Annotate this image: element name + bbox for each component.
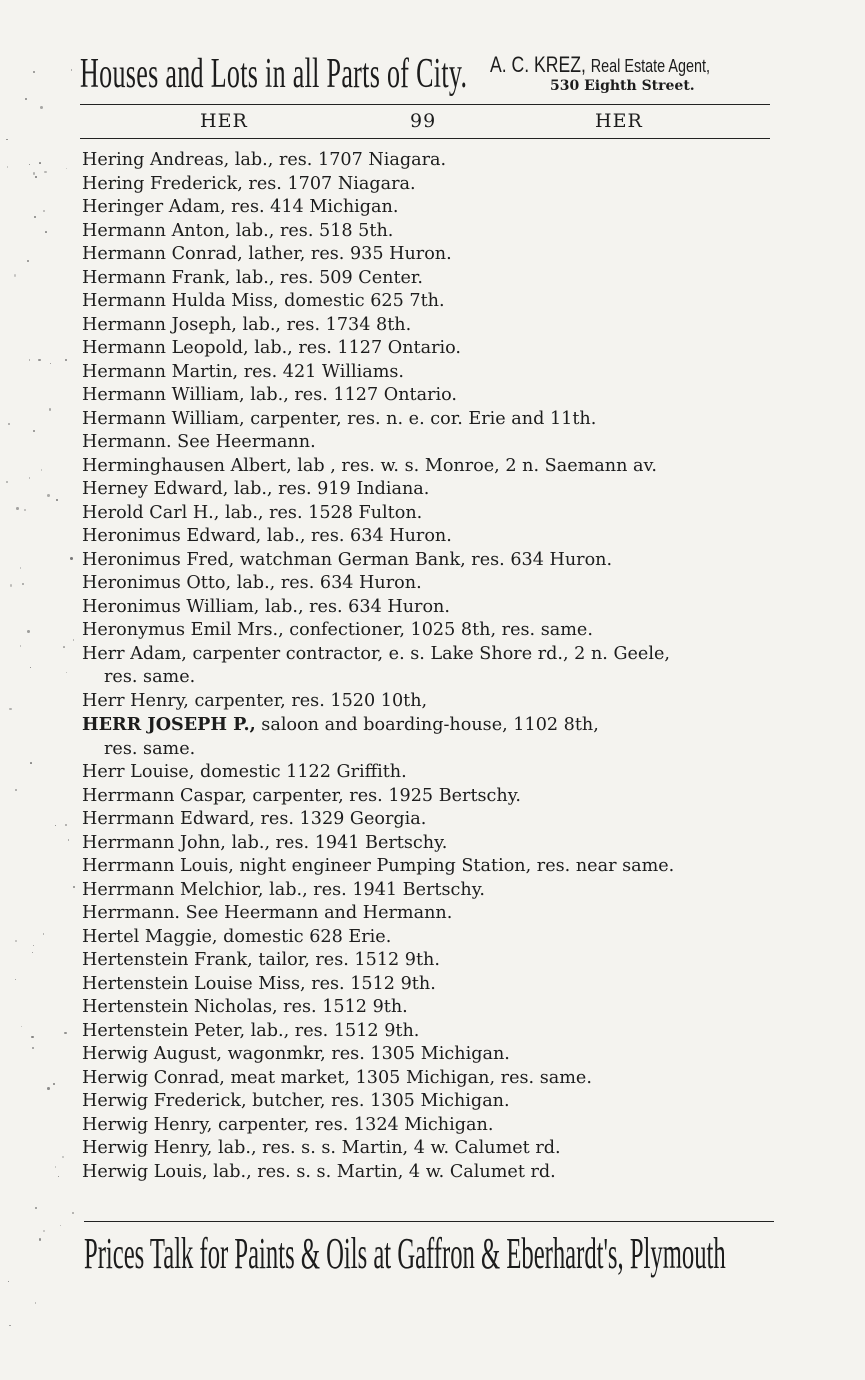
agent-address: 530 Eighth Street.	[550, 78, 695, 94]
entry-text: Hertenstein Peter, lab., res. 1512 9th.	[82, 1020, 420, 1041]
speck	[9, 708, 11, 710]
speck	[73, 886, 75, 888]
speck	[8, 423, 10, 425]
entry-text: Herwig August, wagonmkr, res. 1305 Michigan.	[82, 1044, 510, 1064]
entry-text: Heringer Adam, res. 414 Michigan.	[82, 197, 399, 217]
speck	[70, 557, 73, 560]
speck	[50, 363, 51, 364]
directory-entry	[82, 1020, 782, 1044]
speck	[55, 825, 56, 826]
entry-text: Hermann Martin, res. 421 Williams.	[82, 361, 405, 382]
speck	[64, 1032, 67, 1035]
entry-text: saloon and boarding-house, 1102 8th,	[255, 715, 599, 735]
bleed-through-text	[65, 0, 825, 47]
directory-entry	[82, 713, 782, 738]
speck	[53, 1083, 55, 1085]
directory-entry	[82, 149, 782, 173]
speck	[47, 1087, 50, 1090]
speck	[16, 507, 19, 510]
directory-entry	[82, 1114, 782, 1138]
directory-entry	[82, 619, 782, 643]
speck	[62, 1156, 64, 1158]
speck	[22, 583, 24, 585]
entry-text: Herrmann Edward, res. 1329 Georgia.	[82, 809, 427, 829]
speck	[32, 1047, 34, 1049]
speck	[43, 210, 45, 212]
directory-entry	[82, 361, 782, 385]
speck	[35, 1302, 36, 1303]
speck	[31, 1036, 33, 1038]
entry-text: Hermann. See Heermann.	[82, 432, 316, 452]
speck	[66, 672, 67, 673]
entry-text: Hermann William, carpenter, res. n. e. cor. Erie and 11th.	[82, 408, 597, 429]
entry-text: Hertel Maggie, domestic 628 Erie.	[82, 926, 392, 947]
entry-text: Hertenstein Nicholas, res. 1512 9th.	[82, 997, 408, 1017]
speck	[44, 171, 47, 174]
entry-text: Heronimus Edward, lab., res. 634 Huron.	[82, 526, 452, 546]
entry-continuation	[82, 738, 782, 762]
speck	[71, 69, 73, 71]
speck	[10, 584, 12, 586]
directory-entry	[82, 549, 782, 573]
entry-text: Herrmann Caspar, carpenter, res. 1925 Bertschy.	[82, 785, 521, 806]
entry-text: Herminghausen Albert, lab , res. w. s. Monroe, 2 n. Saemann av.	[82, 455, 657, 476]
speck	[29, 477, 31, 479]
speck	[30, 762, 32, 764]
agent-name: A. C. KREZ,	[490, 52, 586, 77]
directory-entry	[82, 525, 782, 549]
speck	[6, 481, 8, 483]
entry-text: Hertenstein Frank, tailor, res. 1512 9th.	[82, 950, 440, 970]
entry-text: Hering Frederick, res. 1707 Niagara.	[82, 173, 416, 194]
header-rule-bottom	[80, 138, 770, 139]
speck	[14, 274, 17, 277]
speck	[43, 1230, 45, 1232]
directory-entry	[82, 879, 782, 903]
running-head	[80, 110, 770, 140]
header-ad-agent	[490, 52, 710, 78]
footer-advertisement: Prices Talk for Paints & Oils at Gaffron & Eberhardt's, Plymouth	[84, 1229, 726, 1278]
speck	[73, 639, 74, 640]
entry-text: Herwig Conrad, meat market, 1305 Michigan, res. same.	[82, 1067, 592, 1088]
entry-text: Hermann Anton, lab., res. 518 5th.	[82, 220, 394, 241]
entry-text: Herwig Frederick, butcher, res. 1305 Michigan.	[82, 1091, 510, 1111]
speck	[32, 952, 33, 953]
speck	[41, 469, 42, 470]
entry-text: Herold Carl H., lab., res. 1528 Fulton.	[82, 502, 423, 523]
speck	[27, 630, 30, 633]
directory-entry	[82, 1161, 782, 1185]
speck	[15, 789, 17, 791]
directory-entry	[82, 973, 782, 997]
entry-text: Herwig Louis, lab., res. s. s. Martin, 4 w. Calumet rd.	[82, 1161, 556, 1182]
speck	[55, 1166, 56, 1167]
running-head-left: HER	[200, 110, 248, 132]
speck	[33, 71, 35, 73]
entry-text: Heronimus William, lab., res. 634 Huron.	[82, 596, 450, 617]
speck	[6, 139, 8, 141]
entry-text: Hermann Leopold, lab., res. 1127 Ontario.	[82, 338, 461, 358]
speck	[66, 168, 67, 169]
directory-entry	[82, 1043, 782, 1067]
speck	[65, 359, 67, 361]
directory-entry	[82, 314, 782, 338]
speck	[29, 359, 30, 360]
entry-text: Herr Henry, carpenter, res. 1520 10th,	[82, 690, 428, 711]
entry-text: Hermann Joseph, lab., res. 1734 8th.	[82, 314, 412, 335]
speck	[21, 1026, 23, 1028]
entry-text: Hermann Conrad, lather, res. 935 Huron.	[82, 244, 452, 264]
directory-entry	[82, 502, 782, 526]
directory-entry	[82, 1137, 782, 1161]
entry-text: Hertenstein Louise Miss, res. 1512 9th.	[82, 973, 436, 994]
entry-text: Herwig Henry, lab., res. s. s. Martin, 4 w. Calumet rd.	[82, 1138, 561, 1158]
entry-continuation	[82, 666, 782, 690]
speck	[34, 216, 36, 218]
header-rule-top	[80, 104, 770, 105]
page-number: 99	[410, 110, 437, 132]
speck	[47, 494, 50, 497]
directory-entry	[82, 431, 782, 455]
speck	[9, 1325, 11, 1327]
directory-entry	[82, 761, 782, 785]
speck	[58, 1176, 60, 1178]
speck	[20, 567, 22, 569]
speck	[30, 667, 31, 668]
entry-text: Herr Adam, carpenter contractor, e. s. Lake Shore rd., 2 n. Geele,	[82, 643, 670, 664]
speck	[39, 1238, 41, 1240]
speck	[45, 231, 47, 233]
entry-text: Hermann William, lab., res. 1127 Ontario.	[82, 385, 458, 405]
directory-entry	[82, 337, 782, 361]
directory-entry	[82, 408, 782, 432]
speck	[60, 1225, 61, 1226]
directory-entry	[82, 690, 782, 714]
speck	[8, 1281, 9, 1282]
running-head-right: HER	[595, 110, 643, 132]
speck	[68, 839, 70, 841]
speck	[7, 166, 8, 167]
directory-entry	[82, 173, 782, 197]
entry-text: Hermann Hulda Miss, domestic 625 7th.	[82, 291, 445, 311]
speck	[63, 646, 65, 648]
directory-entry	[82, 572, 782, 596]
speck	[20, 645, 21, 646]
directory-entry	[82, 220, 782, 244]
speck	[25, 98, 26, 99]
speck	[43, 933, 45, 935]
entry-text: Herr Louise, domestic 1122 Griffith.	[82, 762, 407, 782]
speck	[33, 172, 36, 175]
header-advertisement	[80, 50, 770, 100]
entry-text: Herrmann John, lab., res. 1941 Bertschy.	[82, 832, 448, 853]
directory-entry	[82, 855, 782, 879]
directory-entry	[82, 902, 782, 926]
agent-title: Real Estate Agent,	[590, 56, 711, 76]
speck	[72, 1212, 74, 1214]
entry-text: Herney Edward, lab., res. 919 Indiana.	[82, 479, 430, 499]
speck	[33, 430, 35, 432]
entry-text: res. same.	[104, 667, 196, 687]
footer-rule	[84, 1221, 774, 1222]
directory-entries	[82, 149, 782, 1184]
speck	[27, 260, 29, 262]
speck	[56, 499, 58, 501]
directory-entry	[82, 384, 782, 408]
directory-entry	[82, 1067, 782, 1091]
entry-text: Heronimus Fred, watchman German Bank, res. 634 Huron.	[82, 549, 613, 570]
entry-text: res. same.	[104, 738, 196, 759]
speck	[65, 824, 67, 826]
directory-entry	[82, 808, 782, 832]
speck	[35, 176, 37, 178]
entry-name-bold: HERR JOSEPH P.,	[82, 714, 256, 735]
entry-text: Herrmann Melchior, lab., res. 1941 Bertschy.	[82, 879, 485, 900]
directory-entry	[82, 832, 782, 856]
entry-text: Hermann Frank, lab., res. 509 Center.	[82, 267, 423, 288]
directory-entry	[82, 596, 782, 620]
speck	[49, 408, 51, 410]
directory-entry	[82, 996, 782, 1020]
entry-text: Herrmann. See Heermann and Hermann.	[82, 903, 453, 923]
speck	[15, 979, 16, 980]
directory-entry	[82, 478, 782, 502]
speck	[29, 164, 31, 166]
directory-entry	[82, 267, 782, 291]
entry-text: Herwig Henry, carpenter, res. 1324 Michigan.	[82, 1114, 494, 1135]
directory-entry	[82, 290, 782, 314]
directory-entry	[82, 785, 782, 809]
speck	[38, 359, 40, 361]
entry-text: Herrmann Louis, night engineer Pumping Station, res. near same.	[82, 856, 675, 876]
speck	[33, 945, 34, 946]
header-ad-slogan: Houses and Lots in all Parts of City.	[80, 51, 468, 97]
speck	[15, 940, 17, 942]
directory-entry	[82, 643, 782, 667]
speck	[39, 162, 41, 164]
speck	[35, 1207, 37, 1209]
directory-entry	[82, 196, 782, 220]
directory-entry	[82, 926, 782, 950]
entry-text: Hering Andreas, lab., res. 1707 Niagara.	[82, 150, 447, 170]
directory-entry	[82, 949, 782, 973]
directory-entry	[82, 243, 782, 267]
directory-entry	[82, 1090, 782, 1114]
speck	[24, 509, 26, 511]
entry-text: Heronimus Otto, lab., res. 634 Huron.	[82, 573, 422, 593]
entry-text: Heronymus Emil Mrs., confectioner, 1025 8th, res. same.	[82, 620, 593, 640]
directory-entry	[82, 455, 782, 479]
speck	[40, 106, 43, 109]
